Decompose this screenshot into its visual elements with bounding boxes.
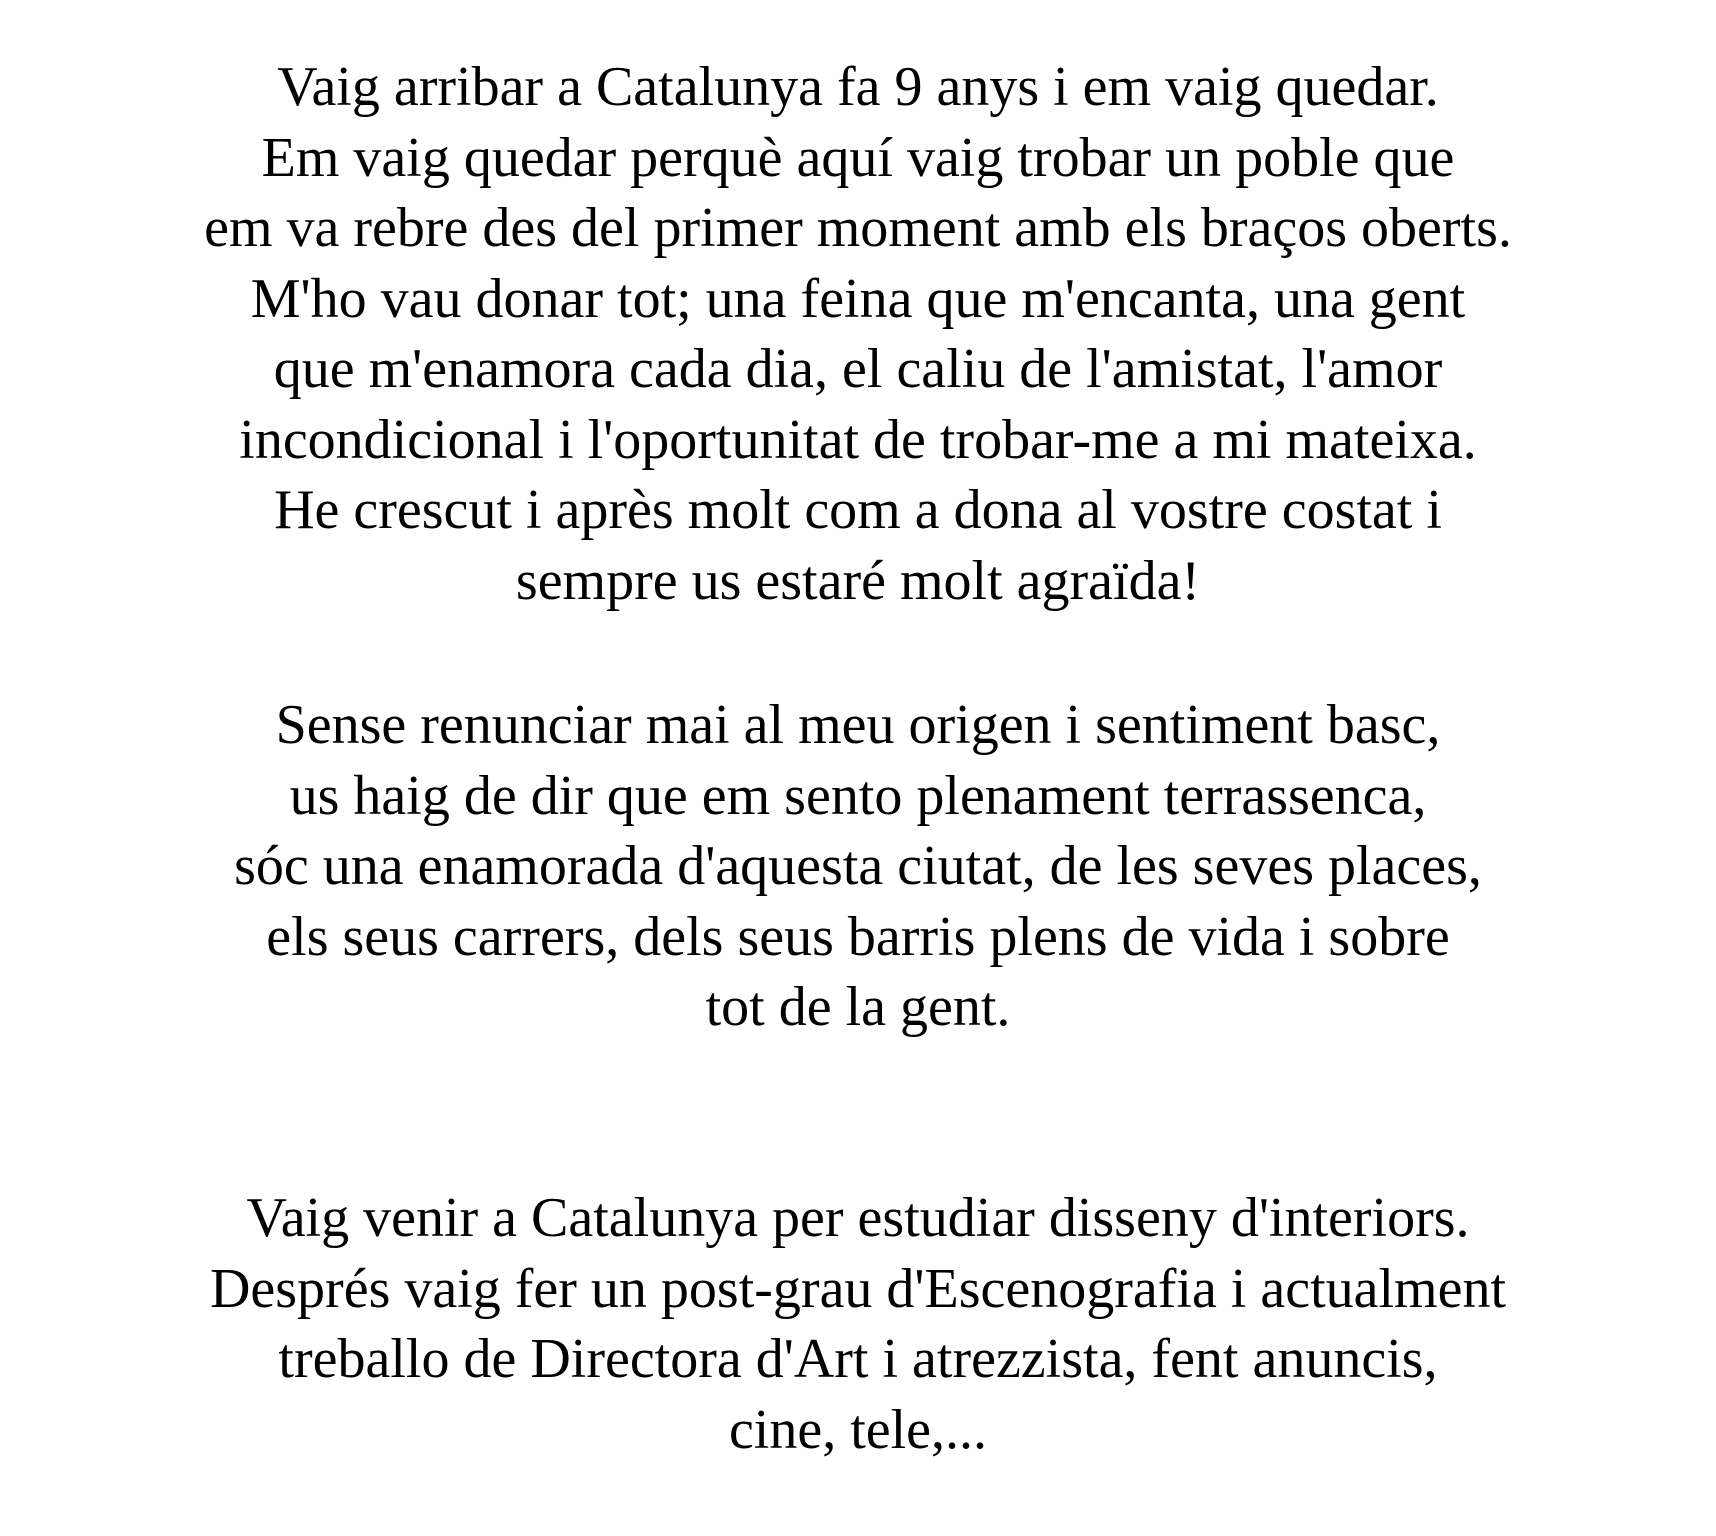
text-line: em va rebre des del primer moment amb els braços oberts. [204, 197, 1512, 259]
text-line: sempre us estaré molt agraïda! [515, 549, 1201, 612]
text-line: Em vaig quedar perquè aquí vaig trobar un poble que [261, 126, 1455, 189]
text-line: He crescut i après molt com a dona al vostre costat i [274, 479, 1442, 541]
text-line: sóc una enamorada d'aquesta ciutat, de les seves places, [234, 835, 1482, 897]
text-line: Vaig venir a Catalunya per estudiar disseny d'interiors. [246, 1187, 1470, 1249]
text-line: incondicional i l'oportunitat de trobar-me a mi mateixa. [239, 408, 1477, 471]
paragraph-identity [0, 690, 1716, 1043]
text-line: treballo de Directora d'Art i atrezzista, fent anuncis, [278, 1328, 1438, 1390]
text-line: que m'enamora cada dia, el caliu de l'amistat, l'amor [273, 338, 1443, 400]
text-line: us haig de dir que em sento plenament terrassenca, [289, 764, 1427, 827]
text-line: tot de la gent. [705, 976, 1011, 1038]
text-line: Vaig arribar a Catalunya fa 9 anys i em vaig quedar. [277, 56, 1439, 118]
text-line: Sense renunciar mai al meu origen i sentiment basc, [275, 694, 1441, 756]
text-line: cine, tele,... [728, 1398, 988, 1461]
text-line: Després vaig fer un post-grau d'Escenografia i actualment [209, 1257, 1507, 1320]
text-line: els seus carrers, dels seus barris plens de vida i sobre [266, 905, 1450, 968]
paragraph-arrival [0, 52, 1716, 616]
text-line: M'ho vau donar tot; una feina que m'encanta, una gent [250, 267, 1466, 330]
paragraph-profession [0, 1183, 1716, 1465]
